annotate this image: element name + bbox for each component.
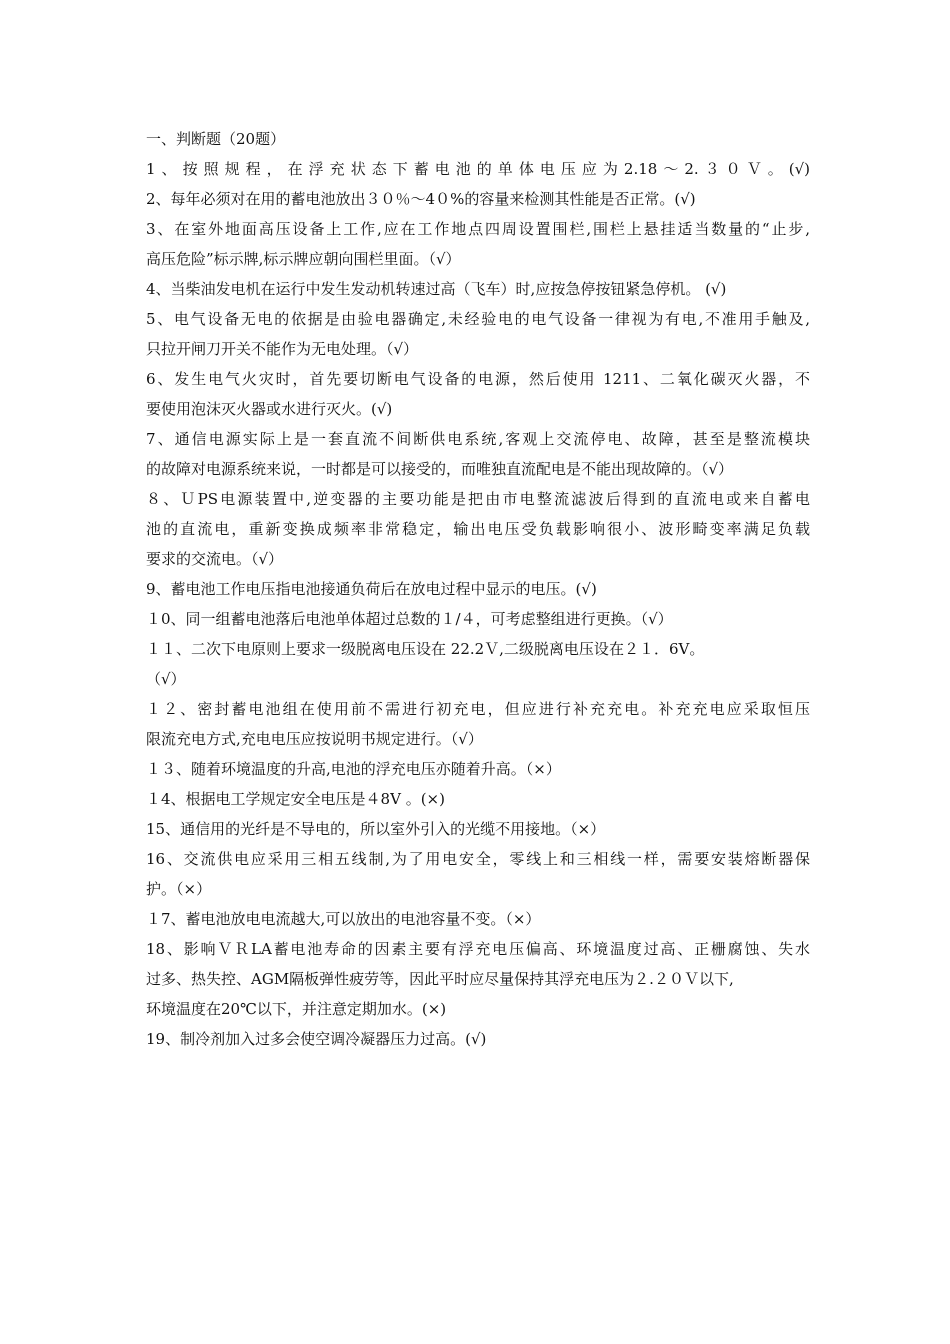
item-8-line-1: ８、ＵPS电源装置中,逆变器的主要功能是把由市电整流滤波后得到的直流电或来自蓄电 [146,490,810,508]
item-6-line-2: 要使用泡沫灭火器或水进行灭火。(√) [146,400,393,418]
item-19-line: 19、制冷剂加入过多会使空调冷凝器压力过高。(√) [146,1030,487,1048]
item-3-line-1: 3、在室外地面高压设备上工作,应在工作地点四周设置围栏,围栏上悬挂适当数量的“止步, [146,220,810,238]
item-11-line-1: １１、二次下电原则上要求一级脱离电压设在 22.2Ｖ,二级脱离电压设在２１．6V。 [146,640,705,658]
item-4-line: 4、当柴油发电机在运行中发生发动机转速过高（飞车）时,应按急停按钮紧急停机。 (√) [146,280,727,298]
item-1-line: 1、按照规程，在浮充状态下蓄电池的单体电压应为2.18～2.３０Ｖ。(√) [146,160,810,178]
item-13-line: １３、随着环境温度的升高,电池的浮充电压亦随着升高。（×） [146,760,561,778]
item-18-line-1: 18、影响ＶＲLA蓄电池寿命的因素主要有浮充电压偏高、环境温度过高、正栅腐蚀、失水 [146,940,810,958]
section-title: 一、判断题（20题） [146,130,286,148]
item-8-line-3: 要求的交流电。（√） [146,550,284,568]
item-16-line-2: 护。（×） [146,880,212,898]
item-17-line: １7、蓄电池放电电流越大,可以放出的电池容量不变。（×） [146,910,541,928]
item-7-line-2: 的故障对电源系统来说，一时都是可以接受的，而唯独直流配电是不能出现故障的。（√） [146,460,734,478]
item-15-line: 15、通信用的光纤是不导电的，所以室外引入的光缆不用接地。（×） [146,820,606,838]
item-12-line-1: １２、密封蓄电池组在使用前不需进行初充电，但应进行补充充电。补充充电应采取恒压 [146,700,810,718]
item-12-line-2: 限流充电方式,充电电压应按说明书规定进行。（√） [146,730,483,748]
item-14-line: １4、根据电工学规定安全电压是４8V 。(×) [146,790,445,808]
item-6-line-1: 6、发生电气火灾时，首先要切断电气设备的电源，然后使用 1211、二氧化碳灭火器，不 [146,370,810,388]
item-7-line-1: 7、通信电源实际上是一套直流不间断供电系统,客观上交流停电、故障，甚至是整流模块 [146,430,810,448]
item-18-line-3: 环境温度在20℃以下，并注意定期加水。(×) [146,1000,447,1018]
item-8-line-2: 池的直流电，重新变换成频率非常稳定，输出电压受负载影响很小、波形畸变率满足负载 [146,520,810,538]
item-5-line-1: 5、电气设备无电的依据是由验电器确定,未经验电的电气设备一律视为有电,不准用手触及, [146,310,810,328]
item-3-line-2: 高压危险”标示牌,标示牌应朝向围栏里面。（√） [146,250,461,268]
item-5-line-2: 只拉开闸刀开关不能作为无电处理。（√） [146,340,419,358]
item-18-line-2: 过多、热失控、AGM隔板弹性疲劳等，因此平时应尽量保持其浮充电压为２.２０Ｖ以下, [146,970,734,988]
document-page [146,124,810,1054]
item-10-line: １0、同一组蓄电池落后电池单体超过总数的１/４，可考虑整组进行更换。（√） [146,610,673,628]
item-2-line: 2、每年必须对在用的蓄电池放出３０％～4０%的容量来检测其性能是否正常。(√) [146,190,696,208]
item-9-line: 9、蓄电池工作电压指电池接通负荷后在放电过程中显示的电压。(√) [146,580,597,598]
item-16-line-1: 16、交流供电应采用三相五线制,为了用电安全，零线上和三相线一样，需要安装熔断器保 [146,850,810,868]
item-11-line-2: （√） [146,670,186,688]
